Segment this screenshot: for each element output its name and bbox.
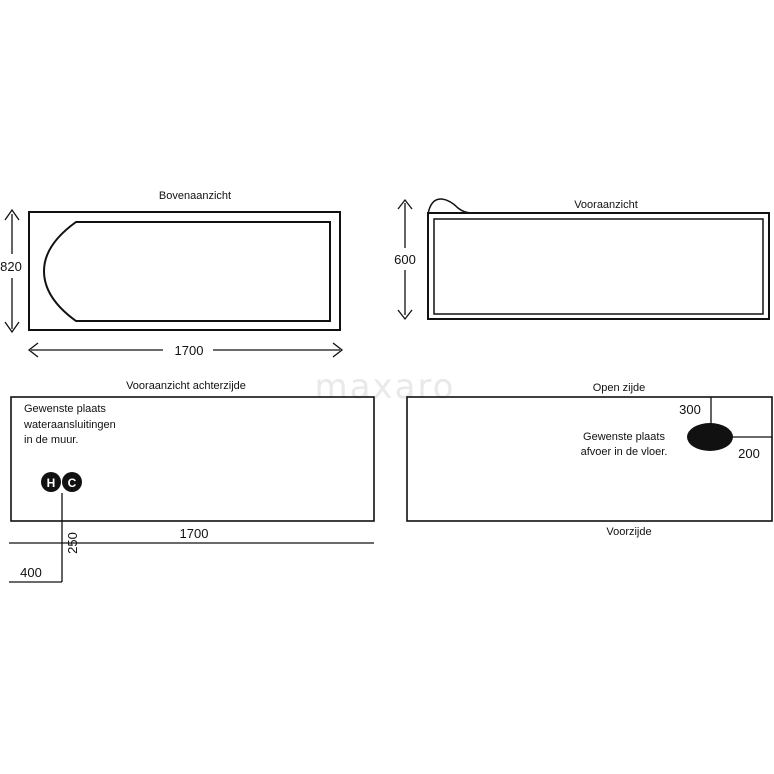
back-panel-outline <box>11 397 374 521</box>
floor-note-line1: Gewenste plaats <box>583 431 665 443</box>
drain-dim-200-label: 200 <box>738 446 760 461</box>
height-dimension-label: 600 <box>394 252 416 267</box>
depth-dimension-label: 820 <box>0 259 22 274</box>
width-dimension-label: 1700 <box>174 343 204 358</box>
front-headrest-curve <box>428 199 472 214</box>
bathtub-outer-outline <box>29 212 340 330</box>
front-view-title: Vooraanzicht <box>574 199 638 211</box>
back-note-line1: Gewenste plaats <box>24 403 106 415</box>
floor-drain-icon <box>687 423 733 451</box>
floor-panel-outline <box>407 397 772 521</box>
open-side-title: Open zijde <box>592 382 646 394</box>
watermark: maxaro <box>314 367 456 407</box>
back-note-line2: wateraansluitingen <box>24 419 116 431</box>
cold-water-label: C <box>67 476 77 490</box>
connection-offset-dimension-label: 400 <box>20 565 42 580</box>
front-side-title: Voorzijde <box>606 526 652 538</box>
front-panel-inner <box>434 219 763 314</box>
floor-note-line2: afvoer in de vloer. <box>580 446 668 458</box>
top-view <box>0 190 342 358</box>
front-panel-outer <box>428 213 769 319</box>
back-view-title: Vooraanzicht achterzijde <box>126 380 246 392</box>
back-view <box>9 380 374 582</box>
floor-view <box>407 382 772 538</box>
hot-water-label: H <box>46 476 56 490</box>
back-length-dimension-label: 1700 <box>179 526 209 541</box>
back-note-line3: in de muur. <box>24 434 79 446</box>
front-view <box>394 199 769 319</box>
connection-height-dimension-label: 250 <box>65 532 80 554</box>
top-view-title: Bovenaanzicht <box>158 190 232 202</box>
drain-dim-300-label: 300 <box>679 402 701 417</box>
bathtub-basin-outline <box>44 222 330 321</box>
